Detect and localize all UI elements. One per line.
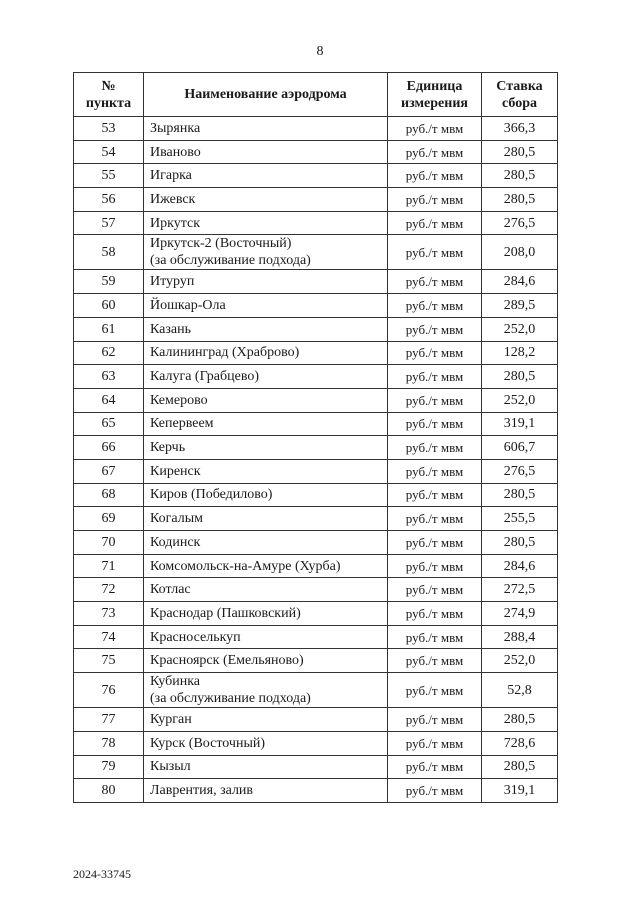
rate-cell: 606,7 (482, 436, 558, 460)
table-row (74, 294, 558, 318)
row-number: 72 (74, 578, 144, 602)
table-row (74, 436, 558, 460)
aerodrome-name: Киренск (144, 459, 388, 483)
rate-cell: 276,5 (482, 211, 558, 235)
table-row (74, 507, 558, 531)
table-row (74, 673, 558, 708)
unit-cell: руб./т мвм (388, 673, 482, 708)
column-header-name (144, 73, 388, 117)
unit-cell: руб./т мвм (388, 388, 482, 412)
aerodrome-name: Красноярск (Емельяново) (144, 649, 388, 673)
rate-cell: 255,5 (482, 507, 558, 531)
row-number: 56 (74, 188, 144, 212)
rate-cell: 208,0 (482, 235, 558, 270)
row-number: 77 (74, 708, 144, 732)
column-header-rate-label: Ставка сбора (496, 78, 543, 111)
rate-cell: 319,1 (482, 779, 558, 803)
table-row (74, 317, 558, 341)
row-number: 68 (74, 483, 144, 507)
table-row (74, 365, 558, 389)
row-number: 62 (74, 341, 144, 365)
unit-cell: руб./т мвм (388, 483, 482, 507)
aerodrome-name: Итуруп (144, 270, 388, 294)
aerodrome-name: Казань (144, 317, 388, 341)
rate-cell: 276,5 (482, 459, 558, 483)
unit-cell: руб./т мвм (388, 317, 482, 341)
unit-cell: руб./т мвм (388, 649, 482, 673)
unit-cell: руб./т мвм (388, 625, 482, 649)
row-number: 69 (74, 507, 144, 531)
row-number: 67 (74, 459, 144, 483)
table-row (74, 188, 558, 212)
aerodrome-name: Кепервеем (144, 412, 388, 436)
row-number: 64 (74, 388, 144, 412)
row-number: 60 (74, 294, 144, 318)
unit-cell: руб./т мвм (388, 459, 482, 483)
rate-cell: 280,5 (482, 531, 558, 555)
aerodrome-name: Курск (Восточный) (144, 731, 388, 755)
unit-cell: руб./т мвм (388, 235, 482, 270)
rate-cell: 284,6 (482, 270, 558, 294)
table-row (74, 117, 558, 141)
column-header-unit-label: Единица измерения (401, 78, 468, 111)
aerodrome-name: Иваново (144, 140, 388, 164)
table-row (74, 578, 558, 602)
column-header-name-label: Наименование аэродрома (184, 87, 347, 102)
table-row (74, 341, 558, 365)
unit-cell: руб./т мвм (388, 578, 482, 602)
table-row (74, 779, 558, 803)
aerodrome-fees-table (73, 72, 558, 803)
row-number: 73 (74, 602, 144, 626)
unit-cell: руб./т мвм (388, 164, 482, 188)
aerodrome-name: Керчь (144, 436, 388, 460)
aerodrome-name: Калининград (Храброво) (144, 341, 388, 365)
row-number: 59 (74, 270, 144, 294)
row-number: 65 (74, 412, 144, 436)
column-header-number (74, 73, 144, 117)
unit-cell: руб./т мвм (388, 507, 482, 531)
aerodrome-name: Красноселькуп (144, 625, 388, 649)
aerodrome-name: Курган (144, 708, 388, 732)
aerodrome-name: Калуга (Грабцево) (144, 365, 388, 389)
rate-cell: 284,6 (482, 554, 558, 578)
unit-cell: руб./т мвм (388, 708, 482, 732)
aerodrome-name: Иркутск (144, 211, 388, 235)
unit-cell: руб./т мвм (388, 117, 482, 141)
aerodrome-name: Кубинка (за обслуживание подхода) (144, 673, 388, 708)
aerodrome-name: Игарка (144, 164, 388, 188)
row-number: 63 (74, 365, 144, 389)
aerodrome-name: Кемерово (144, 388, 388, 412)
aerodrome-name: Комсомольск-на-Амуре (Хурба) (144, 554, 388, 578)
rate-cell: 274,9 (482, 602, 558, 626)
rate-cell: 319,1 (482, 412, 558, 436)
unit-cell: руб./т мвм (388, 270, 482, 294)
unit-cell: руб./т мвм (388, 602, 482, 626)
column-header-rate (482, 73, 558, 117)
row-number: 76 (74, 673, 144, 708)
unit-cell: руб./т мвм (388, 412, 482, 436)
unit-cell: руб./т мвм (388, 211, 482, 235)
unit-cell: руб./т мвм (388, 365, 482, 389)
row-number: 61 (74, 317, 144, 341)
table-row (74, 235, 558, 270)
column-header-unit (388, 73, 482, 117)
rate-cell: 280,5 (482, 188, 558, 212)
rate-cell: 52,8 (482, 673, 558, 708)
row-number: 75 (74, 649, 144, 673)
aerodrome-name: Краснодар (Пашковский) (144, 602, 388, 626)
unit-cell: руб./т мвм (388, 294, 482, 318)
aerodrome-name: Йошкар-Ола (144, 294, 388, 318)
table-header-row (74, 73, 558, 117)
rate-cell: 366,3 (482, 117, 558, 141)
aerodrome-name: Киров (Победилово) (144, 483, 388, 507)
rate-cell: 252,0 (482, 649, 558, 673)
row-number: 74 (74, 625, 144, 649)
table-row (74, 164, 558, 188)
aerodrome-name: Кызыл (144, 755, 388, 779)
unit-cell: руб./т мвм (388, 554, 482, 578)
rate-cell: 280,5 (482, 365, 558, 389)
table-row (74, 531, 558, 555)
row-number: 71 (74, 554, 144, 578)
table-row (74, 708, 558, 732)
rate-cell: 128,2 (482, 341, 558, 365)
row-number: 55 (74, 164, 144, 188)
row-number: 79 (74, 755, 144, 779)
rate-cell: 280,5 (482, 140, 558, 164)
table-row (74, 388, 558, 412)
table-row (74, 755, 558, 779)
table-row (74, 731, 558, 755)
unit-cell: руб./т мвм (388, 188, 482, 212)
row-number: 78 (74, 731, 144, 755)
row-number: 58 (74, 235, 144, 270)
rate-cell: 280,5 (482, 164, 558, 188)
table-row (74, 412, 558, 436)
aerodrome-name: Лаврентия, залив (144, 779, 388, 803)
table-row (74, 270, 558, 294)
unit-cell: руб./т мвм (388, 531, 482, 555)
row-number: 57 (74, 211, 144, 235)
rate-cell: 252,0 (482, 317, 558, 341)
table-row (74, 602, 558, 626)
unit-cell: руб./т мвм (388, 341, 482, 365)
unit-cell: руб./т мвм (388, 731, 482, 755)
aerodrome-name: Ижевск (144, 188, 388, 212)
rate-cell: 288,4 (482, 625, 558, 649)
table-row (74, 211, 558, 235)
rate-cell: 280,5 (482, 755, 558, 779)
rate-cell: 272,5 (482, 578, 558, 602)
aerodrome-name: Котлас (144, 578, 388, 602)
rate-cell: 280,5 (482, 708, 558, 732)
unit-cell: руб./т мвм (388, 436, 482, 460)
row-number: 53 (74, 117, 144, 141)
unit-cell: руб./т мвм (388, 779, 482, 803)
aerodrome-name: Зырянка (144, 117, 388, 141)
column-header-number-label: № пункта (85, 78, 132, 111)
row-number: 66 (74, 436, 144, 460)
table-row (74, 649, 558, 673)
table-row (74, 483, 558, 507)
unit-cell: руб./т мвм (388, 755, 482, 779)
table-row (74, 459, 558, 483)
rate-cell: 289,5 (482, 294, 558, 318)
row-number: 54 (74, 140, 144, 164)
aerodrome-name: Кодинск (144, 531, 388, 555)
row-number: 70 (74, 531, 144, 555)
table-row (74, 554, 558, 578)
row-number: 80 (74, 779, 144, 803)
rate-cell: 280,5 (482, 483, 558, 507)
aerodrome-name: Иркутск-2 (Восточный) (за обслуживание подхода) (144, 235, 388, 270)
rate-cell: 252,0 (482, 388, 558, 412)
table-body (74, 117, 558, 803)
page-number: 8 (316, 44, 324, 59)
table-row (74, 140, 558, 164)
rate-cell: 728,6 (482, 731, 558, 755)
document-code: 2024-33745 (73, 867, 131, 881)
aerodrome-name: Когалым (144, 507, 388, 531)
unit-cell: руб./т мвм (388, 140, 482, 164)
table-row (74, 625, 558, 649)
